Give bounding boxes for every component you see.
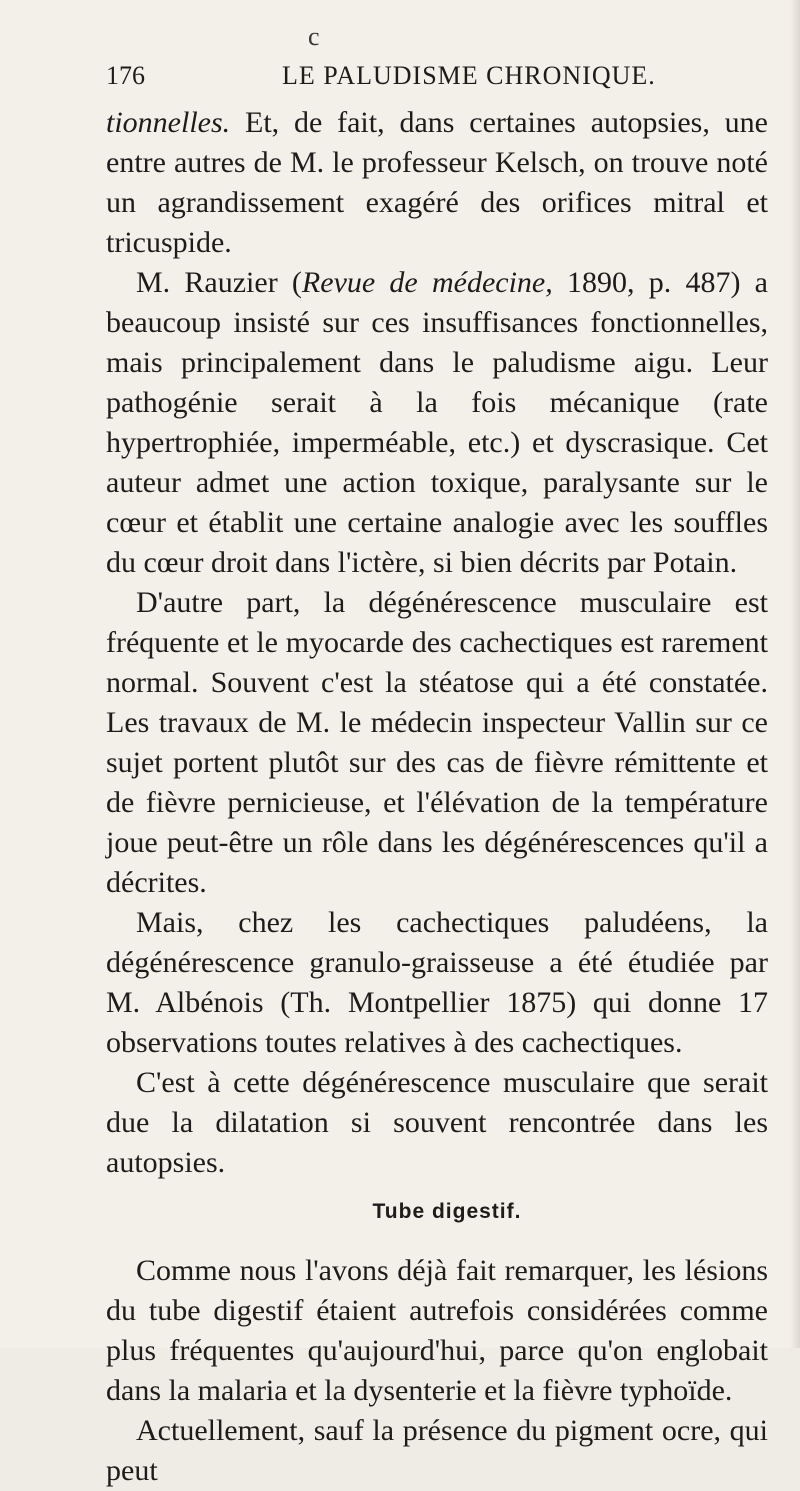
paragraph bbox=[106, 263, 768, 583]
text-run: Mais, chez les cachectiques paludéens, la dégénérescence granulo-graisseuse a été étudiée par M. Albénois (Th. Montpellier 1875) qui donne 17 observations toutes relatives à des cachectiques. bbox=[106, 906, 768, 1059]
page-number: 176 bbox=[106, 61, 145, 90]
text-run: C'est à cette dégénérescence musculaire que serait due la dilatation si souvent rencontrée dans les autopsies. bbox=[106, 1066, 768, 1179]
text-run: 1890, p. 487) a beaucoup insisté sur ces insuffisances fonctionnelles, mais principalement dans le paludisme aigu. Leur pathogénie serait à la fois mécanique (rate hypertrophiée, imperméable, etc.) et dyscrasique. Cet auteur admet une action toxique, paralysante sur le cœur et établit une certaine analogie avec les souffles du cœur droit dans l'ictère, si bien décrits par Potain. bbox=[106, 266, 768, 579]
text-run: Comme nous l'avons déjà fait remarquer, les lésions du tube digestif étaient autrefois considérées comme plus fréquentes qu'aujourd'hui, parce qu'on englobait dans la malaria et la dysenterie et la fièvre typhoïde. bbox=[106, 1254, 768, 1407]
italic-text: Revue de médecine, bbox=[301, 266, 553, 299]
page-edge-shadow bbox=[790, 0, 800, 1348]
text-run: Et, de fait, dans certaines autopsies, une entre autres de M. le professeur Kelsch, on trouve noté un agrandissement exagéré des orifices mitral et tricuspide. bbox=[106, 106, 768, 259]
paragraph bbox=[106, 903, 768, 1063]
paragraph bbox=[106, 103, 768, 263]
paragraph bbox=[106, 1063, 768, 1183]
ink-mark: c bbox=[308, 22, 320, 51]
paragraph bbox=[106, 1251, 768, 1411]
paragraph bbox=[106, 583, 768, 903]
section-heading: Tube digestif. bbox=[372, 1200, 522, 1223]
running-head bbox=[106, 58, 746, 94]
text-run: Actuellement, sauf la présence du pigment ocre, qui peut bbox=[106, 1414, 768, 1487]
italic-text: tionnelles. bbox=[106, 106, 231, 139]
paragraph bbox=[106, 1411, 768, 1491]
running-title: LE PALUDISME CHRONIQUE. bbox=[282, 61, 656, 90]
body-text bbox=[106, 103, 768, 1491]
text-run: D'autre part, la dégénérescence musculaire est fréquente et le myocarde des cachectiques est rarement normal. Souvent c'est la stéatose qui a été constatée. Les travaux de M. le médecin inspecteur Vallin sur ce sujet portent plutôt sur des cas de fièvre rémittente et de fièvre pernicieuse, et l'élévation de la température joue peut-être un rôle dans les dégénérescences qu'il a décrites. bbox=[106, 586, 768, 899]
text-run: M. Rauzier ( bbox=[136, 266, 302, 299]
